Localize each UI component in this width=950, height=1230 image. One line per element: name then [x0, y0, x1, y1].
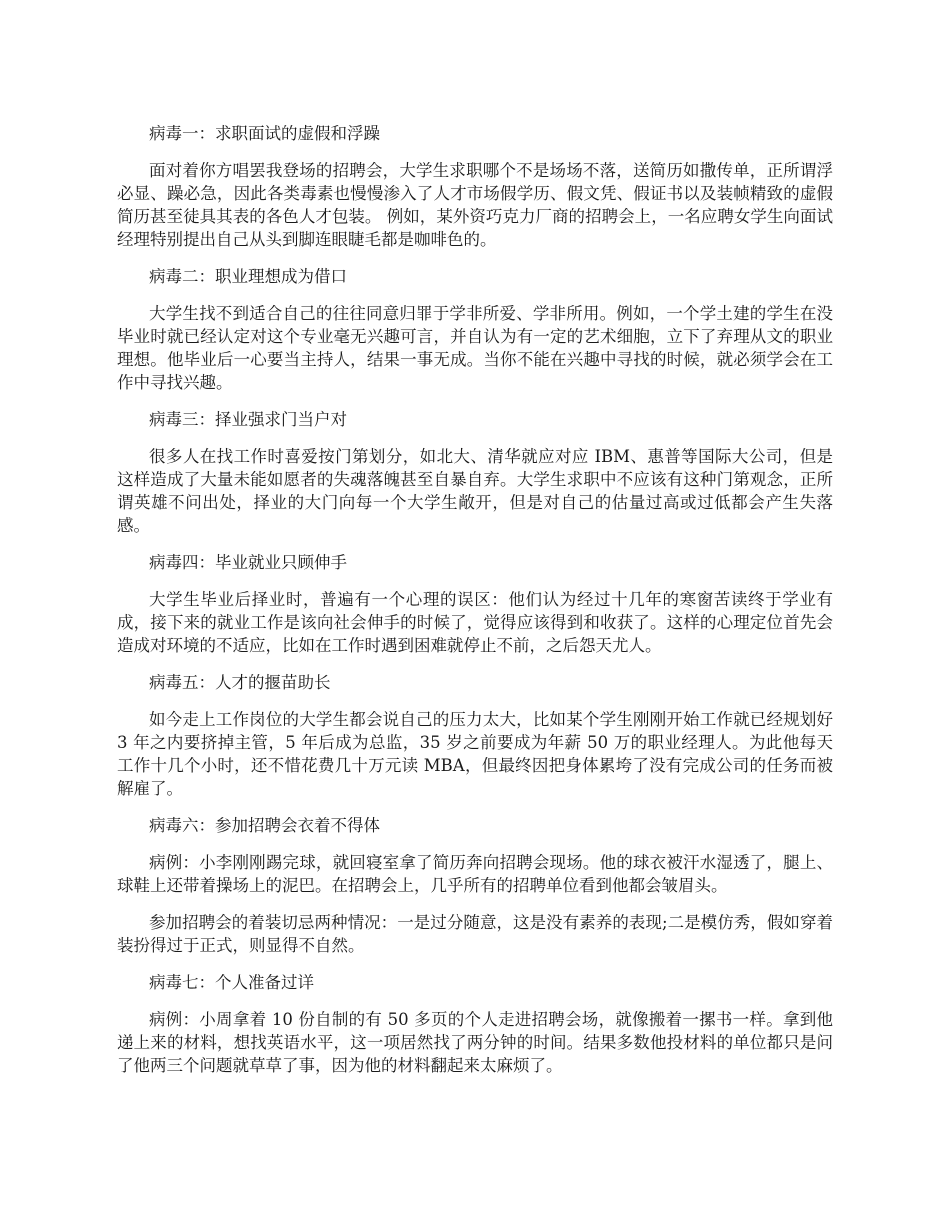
section-7-paragraph: 病例：小周拿着 10 份自制的有 50 多页的个人走进招聘会场，就像搬着一摞书一样。拿到他递上来的材料，想找英语水平，这一项居然找了两分钟的时间。结果多数他投材料的单位都只是问了他两三个问题就草草了事，因为他的材料翻起来太麻烦了。 [117, 1010, 833, 1075]
section-4-heading: 病毒四：毕业就业只顾伸手 [149, 553, 347, 572]
section-3-heading: 病毒三：择业强求门当户对 [149, 410, 347, 429]
section-1-heading: 病毒一：求职面试的虚假和浮躁 [149, 124, 380, 143]
section-2-paragraph: 大学生找不到适合自己的往往同意归罪于学非所爱、学非所用。例如，一个学土建的学生在没毕业时就已经认定对这个专业毫无兴趣可言，并自认为有一定的艺术细胞，立下了弃理从文的职业理想。他毕业后一心要当主持人，结果一事无成。当你不能在兴趣中寻找的时候，就必须学会在工作中寻找兴趣。 [117, 304, 833, 392]
section-2-heading: 病毒二：职业理想成为借口 [149, 267, 347, 286]
section-6-paragraph-2: 参加招聘会的着装切忌两种情况：一是过分随意，这是没有素养的表现;二是模仿秀，假如穿着装扮得过于正式，则显得不自然。 [117, 913, 833, 955]
section-4-paragraph: 大学生毕业后择业时，普遍有一个心理的误区：他们认为经过十几年的寒窗苦读终于学业有成，接下来的就业工作是该向社会伸手的时候了，觉得应该得到和收获了。这样的心理定位首先会造成对环境的不适应，比如在工作时遇到困难就停止不前，之后怨天尤人。 [117, 590, 833, 655]
section-5-paragraph: 如今走上工作岗位的大学生都会说自己的压力太大，比如某个学生刚刚开始工作就已经规划好 3 年之内要挤掉主管，5 年后成为总监，35 岁之前要成为年薪 50 万的职业经理人。为此他每天工作十几个小时，还不惜花费几十万元读 MBA，但最终因把身体累垮了没有完成公司的任务而被解雇了。 [117, 710, 833, 798]
section-5-heading: 病毒五：人才的揠苗助长 [149, 673, 331, 692]
section-1-paragraph: 面对着你方唱罢我登场的招聘会，大学生求职哪个不是场场不落，送简历如撒传单，正所谓浮必显、躁必急，因此各类毒素也慢慢渗入了人才市场假学历、假文凭、假证书以及装帧精致的虚假简历甚至徒具其表的各色人才包装。 例如，某外资巧克力厂商的招聘会上，一名应聘女学生向面试经理特别提出自己从头到脚连眼睫毛都是咖啡色的。 [117, 161, 833, 249]
section-7-heading: 病毒七：个人准备过详 [149, 973, 314, 992]
document-body [117, 122, 833, 1091]
section-3-paragraph: 很多人在找工作时喜爱按门第划分，如北大、清华就应对应 IBM、惠普等国际大公司，但是这样造成了大量未能如愿者的失魂落魄甚至自暴自弃。大学生求职中不应该有这种门第观念，正所谓英雄不问出处，择业的大门向每一个大学生敞开，但是对自己的估量过高或过低都会产生失落感。 [117, 447, 833, 535]
section-6-heading: 病毒六：参加招聘会衣着不得体 [149, 816, 380, 835]
section-6-paragraph-1: 病例：小李刚刚踢完球，就回寝室拿了简历奔向招聘会现场。他的球衣被汗水湿透了，腿上、球鞋上还带着操场上的泥巴。在招聘会上，几乎所有的招聘单位看到他都会皱眉头。 [117, 853, 833, 895]
